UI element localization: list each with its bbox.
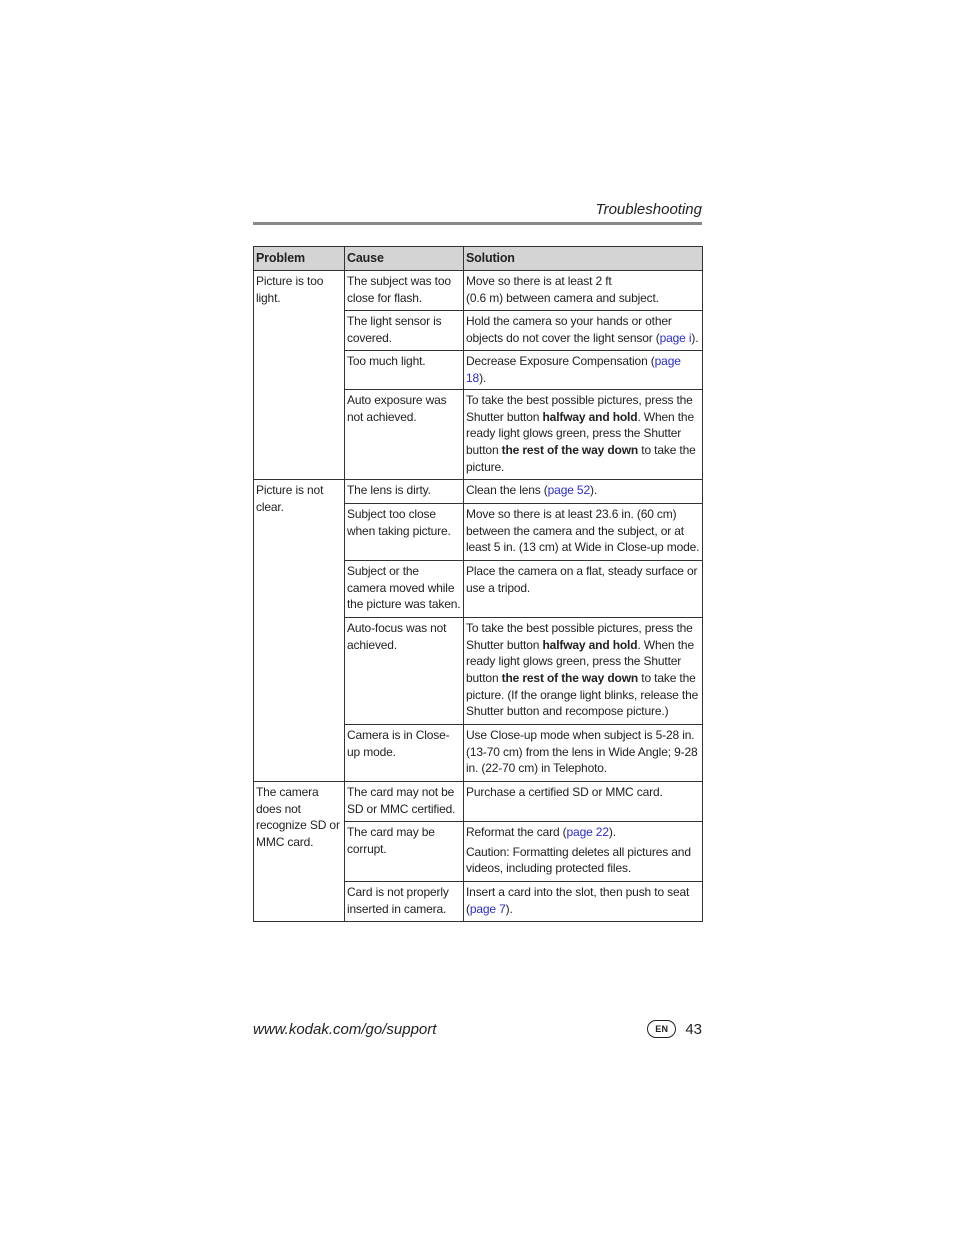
cause-cell: Subject or the camera moved while the picture was taken. — [345, 561, 464, 618]
page-link[interactable]: page 52 — [547, 483, 590, 498]
solution-text: ). — [589, 483, 598, 498]
solution-text: Move so there is at least 2 ft — [466, 274, 612, 288]
solution-cell: Purchase a certified SD or MMC card. — [464, 782, 703, 822]
language-badge: EN — [647, 1020, 676, 1038]
solution-cell — [464, 390, 703, 480]
cause-cell: Card is not properly inserted in camera. — [345, 882, 464, 922]
table-row — [254, 782, 703, 822]
table-row — [254, 271, 703, 311]
page-link[interactable]: page 22 — [566, 825, 609, 840]
footer-page-info — [647, 1020, 702, 1038]
solution-emphasis: the rest of the way down — [501, 442, 639, 457]
solution-emphasis: the rest of the way down — [501, 670, 639, 685]
cause-cell: Camera is in Close-up mode. — [345, 725, 464, 782]
page-link[interactable]: page 18 — [466, 354, 681, 385]
cause-cell: Auto exposure was not achieved. — [345, 390, 464, 480]
page-number: 43 — [685, 1020, 702, 1038]
solution-text: to take the picture. — [466, 442, 696, 474]
footer-support-url[interactable]: www.kodak.com/go/support — [253, 1021, 437, 1038]
solution-text: Insert a card into the slot, then push to seat ( — [466, 885, 690, 916]
solution-cell — [464, 822, 703, 882]
troubleshooting-table — [253, 246, 703, 922]
cause-cell: The card may be corrupt. — [345, 822, 464, 882]
problem-cell: Picture is not clear. — [254, 480, 345, 782]
cause-cell: Auto-focus was not achieved. — [345, 618, 464, 725]
problem-cell: Picture is too light. — [254, 271, 345, 480]
cause-cell: Subject too close when taking picture. — [345, 504, 464, 561]
solution-text: . When the ready light glows green, press the Shutter button — [466, 637, 694, 685]
solution-text: ). — [479, 370, 487, 385]
solution-text: (0.6 m) between camera and subject. — [466, 290, 659, 305]
header-cause: Cause — [345, 247, 464, 271]
page-link[interactable]: page i — [659, 330, 692, 345]
solution-text: To take the best possible pictures, press the Shutter button — [466, 393, 693, 424]
solution-text: Reformat the card ( — [466, 825, 567, 840]
solution-text: . When the ready light glows green, press the Shutter button — [466, 409, 694, 457]
page-link[interactable]: page 7 — [469, 901, 506, 916]
cause-cell: The lens is dirty. — [345, 480, 464, 504]
caution-note: Caution: Formatting deletes all pictures and videos, including protected files. — [466, 844, 691, 876]
solution-text: ). — [691, 330, 699, 345]
solution-cell — [464, 618, 703, 725]
solution-cell — [464, 351, 703, 390]
solution-text: To take the best possible pictures, press the Shutter button — [466, 621, 693, 652]
table-header-row — [254, 247, 703, 271]
header-solution: Solution — [464, 247, 703, 271]
table-row — [254, 480, 703, 504]
solution-emphasis: halfway and hold — [542, 637, 638, 652]
problem-cell: The camera does not recognize SD or MMC card. — [254, 782, 345, 922]
solution-cell: Move so there is at least 23.6 in. (60 cm) between the camera and the subject, or at least 5 in. (13 cm) at Wide in Close-up mode. — [464, 504, 703, 561]
solution-emphasis: halfway and hold — [542, 409, 638, 424]
solution-cell — [464, 882, 703, 922]
header-rule — [253, 222, 702, 225]
solution-cell: Use Close-up mode when subject is 5-28 in. (13-70 cm) from the lens in Wide Angle; 9-28 in. (22-70 cm) in Telephoto. — [464, 725, 703, 782]
header-problem: Problem — [254, 247, 345, 271]
running-head-title: Troubleshooting — [595, 201, 702, 218]
solution-cell — [464, 311, 703, 351]
solution-text: to take the picture. (If the orange light blinks, release the Shutter button and recompose picture.) — [466, 670, 699, 719]
cause-cell: Too much light. — [345, 351, 464, 390]
solution-cell: Place the camera on a flat, steady surface or use a tripod. — [464, 561, 703, 618]
solution-cell — [464, 480, 703, 504]
cause-cell: The subject was too close for flash. — [345, 271, 464, 311]
solution-text: Clean the lens ( — [466, 483, 548, 498]
cause-cell: The light sensor is covered. — [345, 311, 464, 351]
solution-text: Decrease Exposure Compensation ( — [466, 354, 655, 368]
solution-text: Hold the camera so your hands or other objects do not cover the light sensor ( — [466, 314, 672, 345]
solution-cell — [464, 271, 703, 311]
solution-text: ). — [505, 901, 513, 916]
solution-text: ). — [608, 825, 616, 840]
cause-cell: The card may not be SD or MMC certified. — [345, 782, 464, 822]
